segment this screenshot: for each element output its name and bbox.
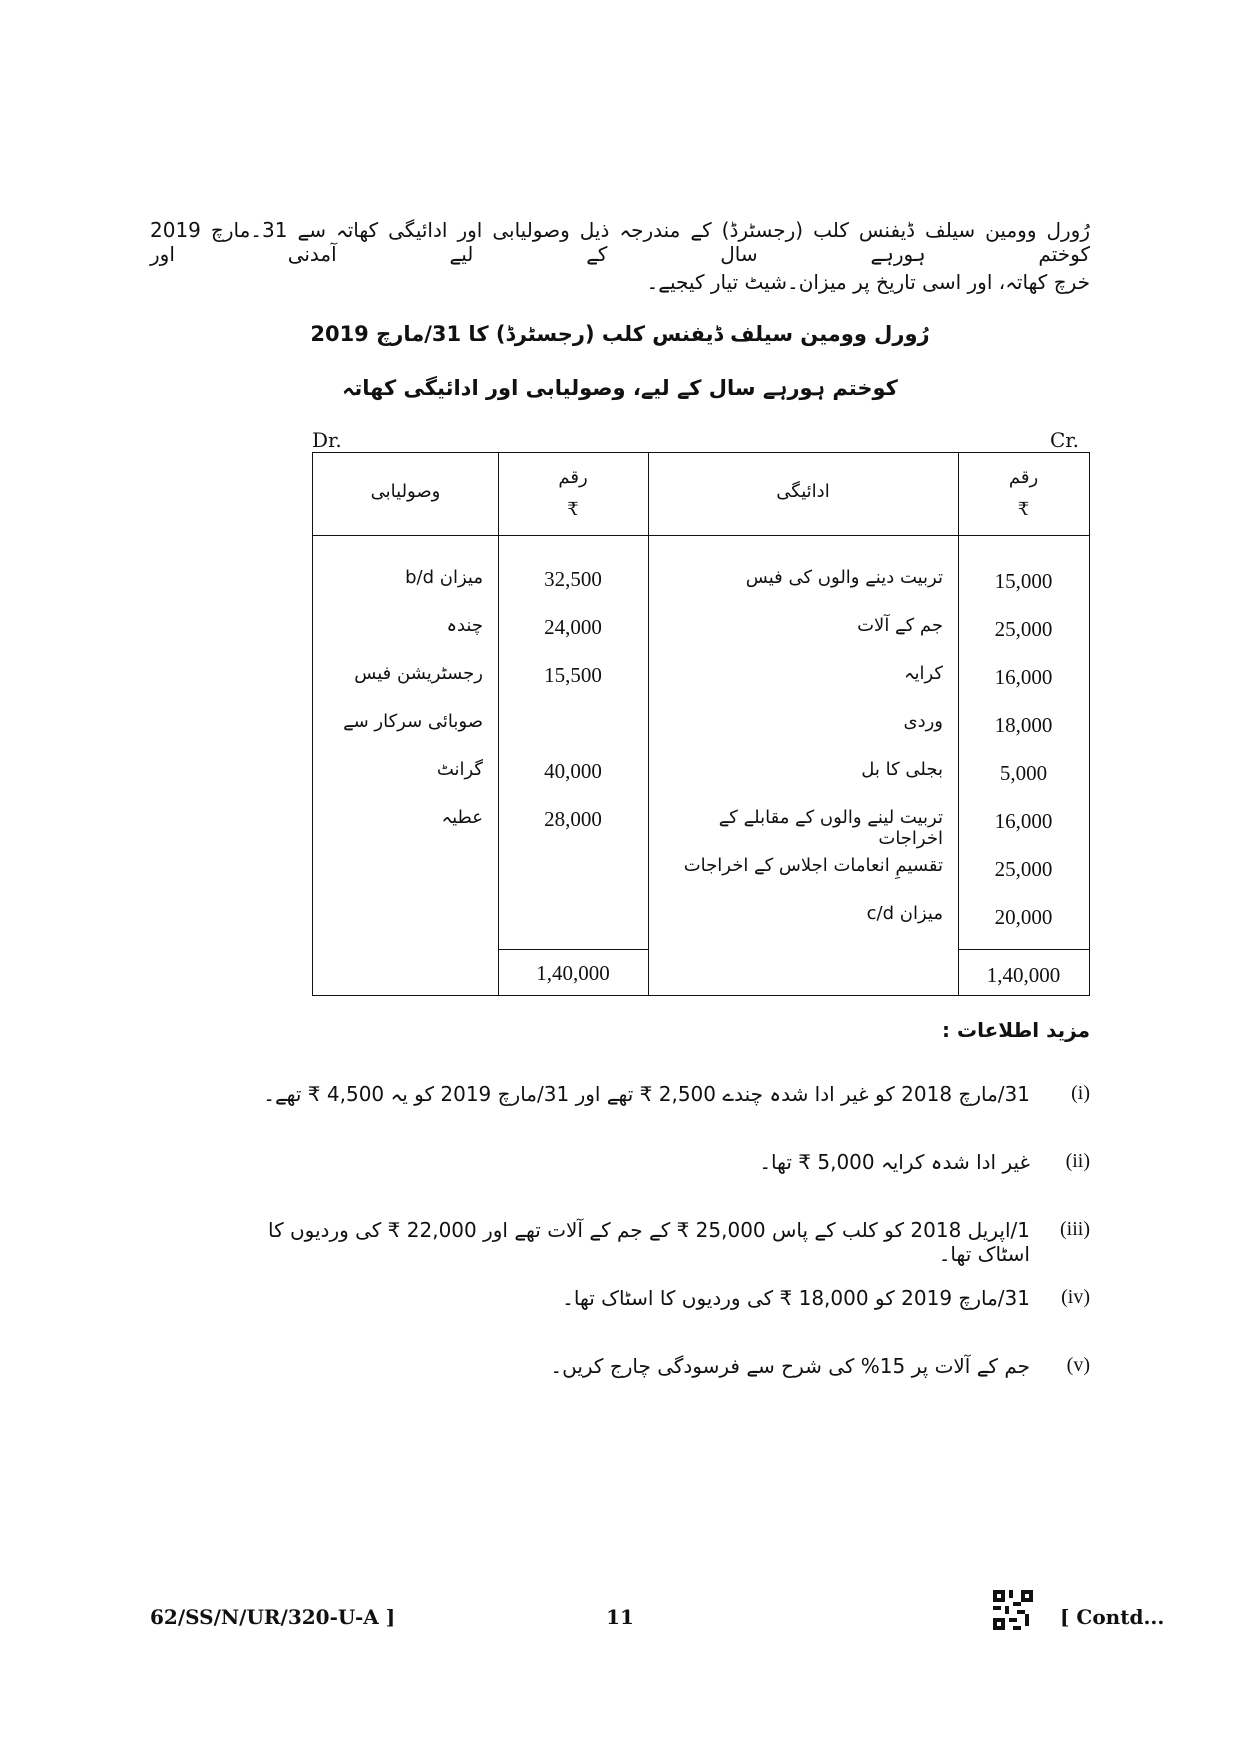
payment-label: c/d میزان bbox=[866, 903, 943, 924]
payment-amount: 25,000 bbox=[994, 857, 1053, 881]
note-number: (iii) bbox=[1060, 1218, 1090, 1240]
payment-label: وردی bbox=[903, 711, 943, 732]
payment-label: بجلی کا بل bbox=[861, 759, 943, 780]
paper-code: 62/SS/N/UR/320-U-A ] bbox=[150, 1605, 396, 1629]
receipt-amount: 15,500 bbox=[544, 663, 602, 687]
payment-amount: 5,000 bbox=[999, 761, 1048, 785]
receipt-amount: 40,000 bbox=[544, 759, 602, 783]
total-receipts: 1,40,000 bbox=[536, 961, 610, 985]
note-number: (ii) bbox=[1065, 1150, 1090, 1172]
note-text: غیر ادا شدہ کرایہ 5,000 ₹ تھا۔ bbox=[759, 1150, 1030, 1174]
receipt-amount: 28,000 bbox=[544, 807, 602, 831]
payment-amount: 20,000 bbox=[994, 905, 1053, 929]
payment-label: کرایہ bbox=[903, 663, 943, 684]
receipt-amount: 24,000 bbox=[544, 615, 602, 639]
receipts-payments-table bbox=[312, 452, 1090, 996]
receipt-label: گرانٹ bbox=[436, 759, 483, 780]
payment-amount: 16,000 bbox=[994, 809, 1053, 833]
note-text: جم کے آلات پر 15% کی شرح سے فرسودگی چارج کریں۔ bbox=[550, 1354, 1030, 1378]
payment-label: جم کے آلات bbox=[857, 615, 943, 636]
header-amount-left: رقم bbox=[558, 467, 588, 488]
page-number: 11 bbox=[606, 1605, 634, 1629]
receipt-label: b/d میزان bbox=[405, 567, 483, 588]
notes-heading: مزید اطلاعات : bbox=[942, 1018, 1090, 1042]
receipt-label: عطیہ bbox=[441, 807, 483, 828]
header-divider bbox=[313, 535, 1089, 536]
payment-label: تربیت دینے والوں کی فیس bbox=[745, 567, 943, 588]
header-amount-right: رقم bbox=[1008, 467, 1039, 488]
note-number: (i) bbox=[1071, 1082, 1090, 1104]
header-currency-left: ₹ bbox=[567, 499, 579, 520]
note-text: 31/مارچ 2019 کو 18,000 ₹ کی وردیوں کا اسٹاک تھا۔ bbox=[562, 1286, 1030, 1310]
total-line-right bbox=[958, 949, 1089, 950]
payment-label: تقسیمِ انعامات اجلاس کے اخراجات bbox=[683, 855, 943, 876]
note-text: 1/اپریل 2018 کو کلب کے پاس 25,000 ₹ کے جم کے آلات تھے اور 22,000 ₹ کی وردیوں کا اسٹاک تھا۔ bbox=[267, 1218, 1030, 1266]
receipt-label: چندہ bbox=[446, 615, 483, 636]
note-number: (v) bbox=[1066, 1354, 1090, 1376]
payment-amount: 25,000 bbox=[994, 617, 1053, 641]
payment-amount: 15,000 bbox=[994, 569, 1053, 593]
account-title-line-1: رُورل وومین سیلف ڈیفنس کلب (رجسٹرڈ) کا 31/مارچ 2019 bbox=[310, 322, 930, 346]
continued-label: [ Contd... bbox=[1060, 1605, 1165, 1629]
total-payments: 1,40,000 bbox=[986, 963, 1061, 987]
receipt-amount: 32,500 bbox=[544, 567, 602, 591]
payment-label: تربیت لینے والوں کے مقابلے کے اخراجات bbox=[718, 807, 943, 849]
payment-amount: 18,000 bbox=[994, 713, 1053, 737]
receipt-label: صوبائی سرکار سے bbox=[343, 711, 483, 732]
header-receipts: وصولیابی bbox=[370, 481, 441, 502]
account-title-line-2: کوختم ہورہے سال کے لیے، وصولیابی اور ادائیگی کھاتہ bbox=[342, 376, 898, 400]
payment-amount: 16,000 bbox=[994, 665, 1053, 689]
note-number: (iv) bbox=[1061, 1286, 1090, 1308]
credit-label: Cr. bbox=[1050, 428, 1080, 452]
intro-line-1: رُورل وومین سیلف ڈیفنس کلب (رجسٹرڈ) کے مندرجہ ذیل وصولیابی اور ادائیگی کھاتہ سے 31۔مارچ 2019 کوختم ہورہے سال کے لیے آمدنی اور bbox=[150, 218, 1090, 266]
header-payments: ادائیگی bbox=[776, 481, 830, 502]
note-text: 31/مارچ 2018 کو غیر ادا شدہ چندے 2,500 ₹ تھے اور 31/مارچ 2019 کو یہ 4,500 ₹ تھے۔ bbox=[263, 1082, 1030, 1106]
total-line-left bbox=[498, 949, 648, 950]
qr-code-icon bbox=[993, 1590, 1033, 1630]
receipt-label: رجسٹریشن فیس bbox=[354, 663, 483, 684]
intro-line-2: خرچ کھاتہ، اور اسی تاریخ پر میزان۔شیٹ تیار کیجیے۔ bbox=[646, 270, 1090, 294]
header-currency-right: ₹ bbox=[1017, 499, 1030, 520]
debit-label: Dr. bbox=[312, 428, 342, 452]
